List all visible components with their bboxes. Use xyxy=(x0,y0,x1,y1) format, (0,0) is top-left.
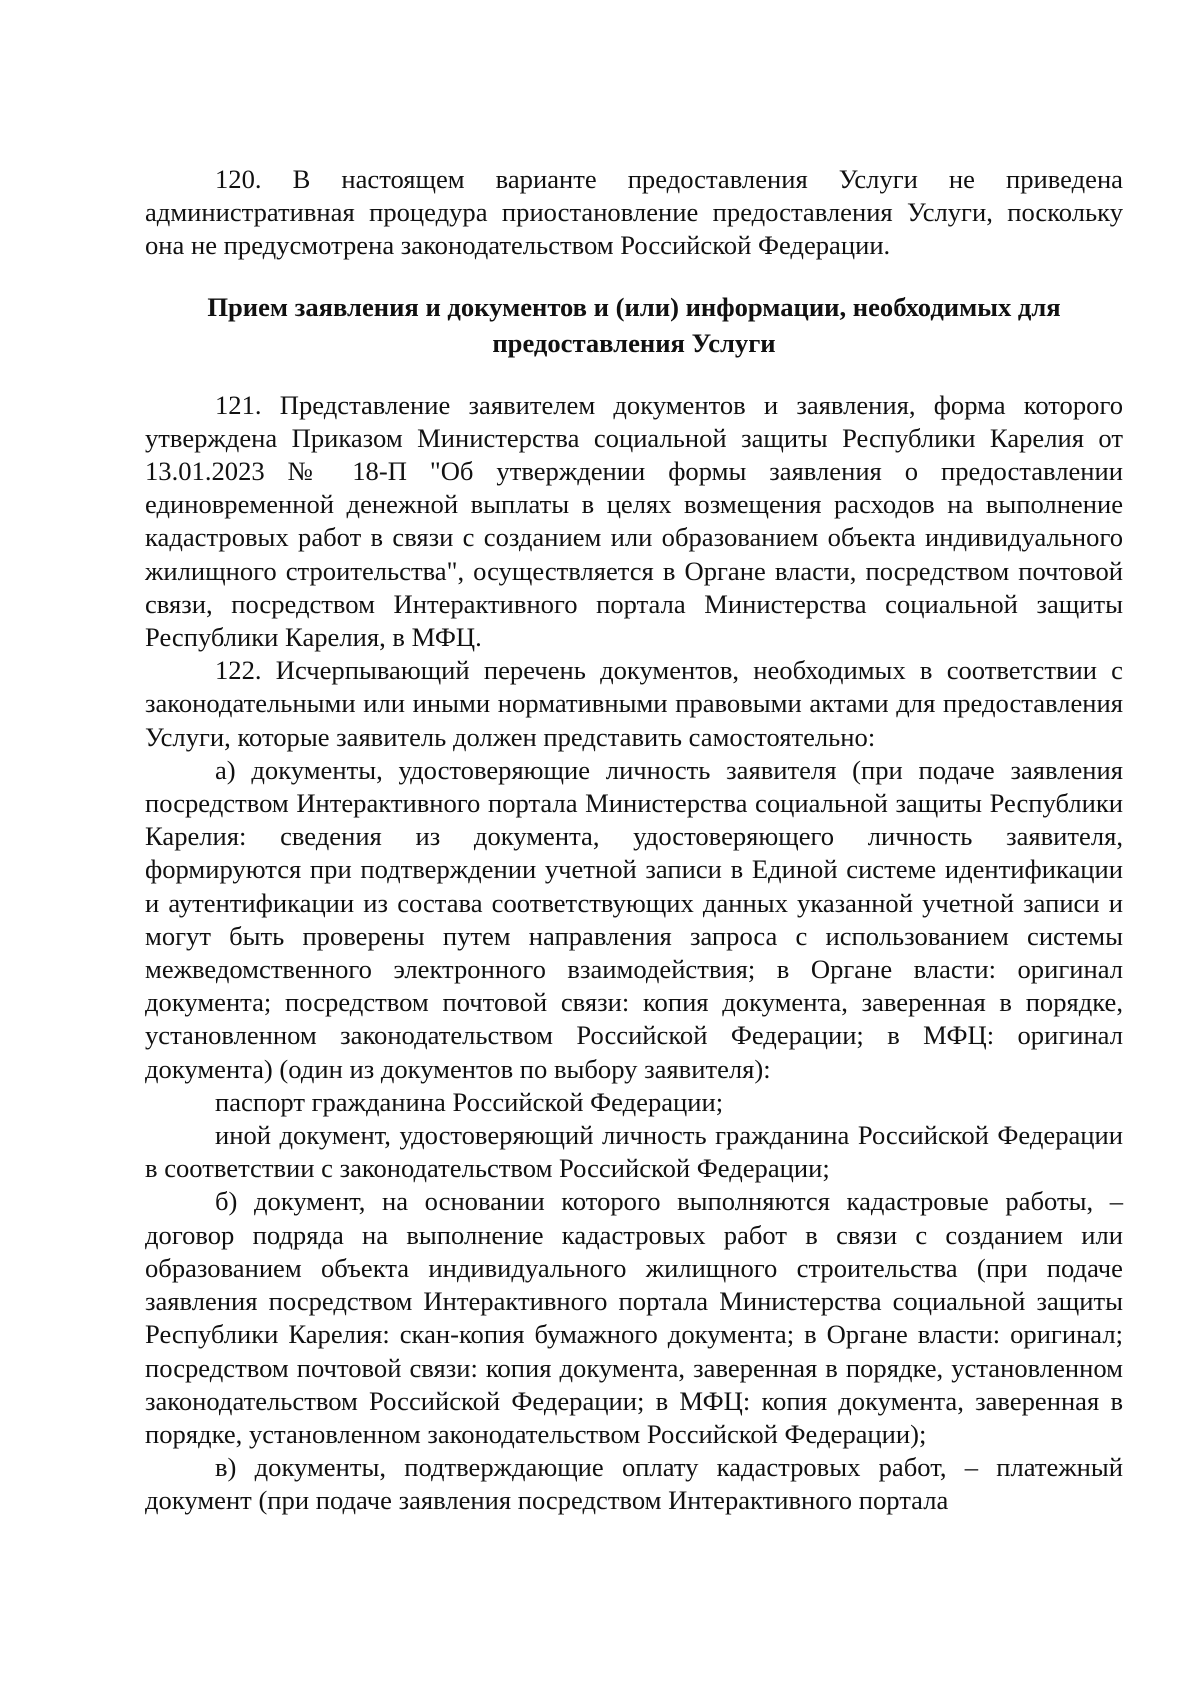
section-heading-line-1: Прием заявления и документов и (или) информации, необходимых для xyxy=(207,291,1061,322)
paragraph-120: 120. В настоящем варианте предоставления Услуги не приведена административная процедура приостановление предоставления Услуги, поскольку она не предусмотрена законодательством Российской Федерации. xyxy=(145,164,1123,261)
section-heading xyxy=(145,289,1123,361)
section-heading-line-2: предоставления Услуги xyxy=(492,327,776,358)
paragraph-122-a: а) документы, удостоверяющие личность заявителя (при подаче заявления посредством Интерактивного портала Министерства социальной защиты Республики Карелия: сведения из документа, удостоверяющего личность заявителя, формируются при подтверждении учетной записи в Единой системе идентификации и аутентификации из состава соответствующих данных указанной учетной записи и могут быть проверены путем направления запроса с использованием системы межведомственного электронного взаимодействия; в Органе власти: оригинал документа; посредством почтовой связи: копия документа, заверенная в порядке, установленном законодательством Российской Федерации; в МФЦ: оригинал документа) (один из документов по выбору заявителя): xyxy=(145,754,1123,1084)
list-item-passport: паспорт гражданина Российской Федерации; xyxy=(215,1086,724,1117)
paragraph-121: 121. Представление заявителем документов и заявления, форма которого утверждена Приказом Министерства социальной защиты Республики Карелия от 13.01.2023 № 18-П "Об утверждении формы заявления о предоставлении единовременной денежной выплаты в целях возмещения расходов на выполнение кадастровых работ в связи с созданием или образованием объекта индивидуального жилищного строительства", осуществляется в Органе власти, посредством почтовой связи, посредством Интерактивного портала Министерства социальной защиты Республики Карелия, в МФЦ. xyxy=(145,389,1123,653)
paragraph-122-v: в) документы, подтверждающие оплату кадастровых работ, – платежный документ (при подаче заявления посредством Интерактивного портала xyxy=(145,1452,1123,1516)
paragraph-122: 122. Исчерпывающий перечень документов, необходимых в соответствии с законодательными или иными нормативными правовыми актами для предоставления Услуги, которые заявитель должен представить самостоятельно: xyxy=(145,655,1123,752)
list-item-other-id: иной документ, удостоверяющий личность гражданина Российской Федерации в соответствии с законодательством Российской Федерации; xyxy=(145,1120,1123,1184)
paragraph-122-b: б) документ, на основании которого выполняются кадастровые работы, – договор подряда на выполнение кадастровых работ в связи с созданием или образованием объекта индивидуального жилищного строительства (при подаче заявления посредством Интерактивного портала Министерства социальной защиты Республики Карелия: скан-копия бумажного документа; в Органе власти: оригинал; посредством почтовой связи: копия документа, заверенная в порядке, установленном законодательством Российской Федерации; в МФЦ: копия документа, заверенная в порядке, установленном законодательством Российской Федерации); xyxy=(145,1186,1123,1449)
document-page xyxy=(145,163,1123,1518)
